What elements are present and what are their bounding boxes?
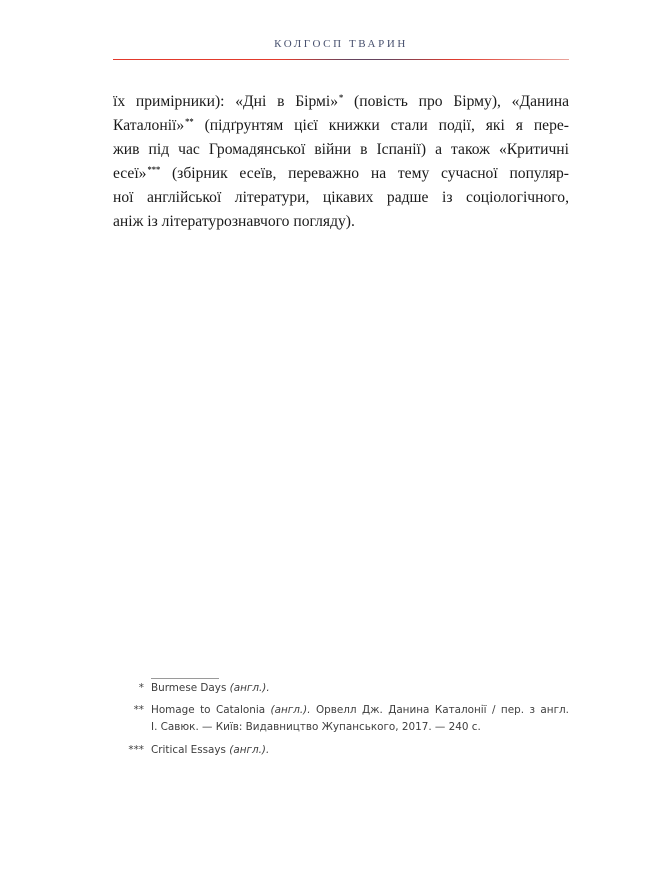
header-rule [113,59,569,61]
body-line-1 [113,90,569,114]
body-text-fragment: Каталонії» [113,117,185,134]
footnote-text [151,702,569,736]
footnote-citation: Орвелл Дж. Данина Каталонії / пер. з англ. [315,704,569,716]
footnote-text [151,680,569,697]
footnote-line [151,742,569,759]
footnote-separator [151,678,219,679]
body-line-4 [113,162,569,186]
body-line-6: аніж із літературознавчого погляду). [113,213,355,230]
footnote-title: Critical Essays [151,744,226,756]
header-rule-blue [283,59,453,60]
body-text-fragment: (збірник есеїв, переважно на тему сучасної популяр- [160,165,569,182]
footnote-mark: * [138,682,144,694]
running-head: КОЛГОСП ТВАРИН [274,38,408,50]
footnote-line: І. Савюк. — Київ: Видавництво Жупанського, 2017. — 240 с. [151,721,481,733]
footnote-lang: (англ.). [229,744,270,756]
body-paragraph [113,90,569,234]
body-text-fragment: (повість про Бірму), «Данина [343,93,569,110]
body-line-5: ної англійської літератури, цікавих радше із соціологічного, [113,189,569,206]
footnote-title: Homage to Catalonia [151,704,266,716]
body-text-fragment: їх примірники): «Дні в Бірмі» [113,93,339,110]
footnote-reference-1[interactable]: * [339,92,344,102]
body-line-2 [113,114,569,138]
body-text-fragment: (підґрунтям цієї книжки стали події, які я пере- [193,117,569,134]
footnote-mark: ** [133,704,144,716]
footnote-reference-2[interactable]: ** [185,116,194,126]
footnote-line [151,702,569,719]
footnote-text [151,742,569,759]
footnote-lang: (англ.). [270,704,311,716]
body-text-fragment: есеї» [113,165,147,182]
footnote-lang: (англ.). [229,682,270,694]
footnote-reference-3[interactable]: *** [147,164,161,174]
footnote-mark: *** [128,744,144,756]
body-line-3: жив під час Громадянської війни в Іспанії) а також «Критичні [113,141,569,158]
footnote-line [151,680,569,697]
footnote-title: Burmese Days [151,682,227,694]
